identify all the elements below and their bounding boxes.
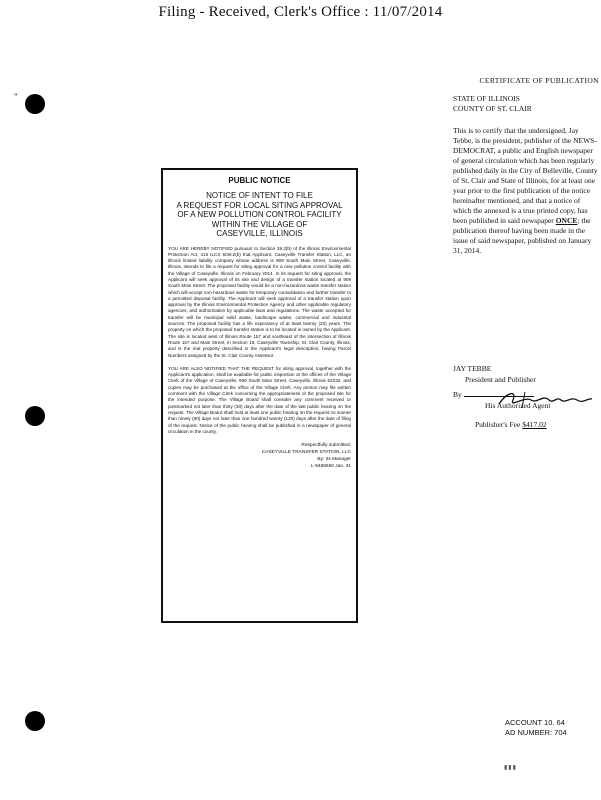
agent-name: JAY TEBBE	[453, 364, 492, 373]
filing-header: Filing - Received, Clerk's Office : 11/07/2014	[158, 4, 443, 20]
agent-by-label: By	[453, 390, 462, 399]
agent-role: President and Publisher	[465, 375, 536, 384]
certificate-of-publication	[453, 76, 599, 256]
certificate-state: STATE OF ILLINOIS	[453, 94, 520, 103]
page-stamp: ▮▮▮	[504, 765, 517, 771]
punch-hole-top	[25, 94, 45, 114]
notice-label: PUBLIC NOTICE	[228, 176, 291, 185]
notice-body	[168, 246, 351, 436]
notice-title-line: OF A NEW POLLUTION CONTROL FACILITY	[177, 210, 342, 219]
public-notice-clipping	[161, 168, 358, 623]
handwritten-signature	[495, 388, 595, 410]
account-number: ACCOUNT 10. 64	[505, 718, 565, 727]
margin-mark: "	[14, 92, 18, 102]
fee-value: $417.02	[522, 420, 547, 429]
notice-paragraph: YOU ARE HEREBY NOTIFIED pursuant to Section 39.2(b) of the Illinois Environmental Protection Act, 415 ILCS 5/39.2(b) that Applicant, Caseyville Transfer Station, LLC, an Illinois limited liability company whose address is 909 South Main Street, Caseyville, Illinois, intends to file a request for siting approval for a new pollution control facility with the Village of Caseyville, Illinois on February 2014. In its request for siting approval, the Applicant will seek approval of its site and design of a transfer station located at 909 South Main Street. The proposed facility would be a non-hazardous waste transfer station which will accept non-hazardous waste for temporary consolidation and further transfer to a permitted disposal facility. The Applicant will seek approval of a transfer station upon approval by the Illinois Environmental Protection Agency and other applicable regulatory agencies, and authorization by applicable laws and regulations. The waste accepted for transfer will be municipal solid waste, landscape waste, commercial and industrial sources. The proposed facility has a life expectancy of at least twenty (20) years. The property on which the proposed transfer station is to be located is owned by the Applicant. The site is located west of Illinois Route 157 and southeast of the intersection of Illinois Route 157 and Main Street, in Section 19, Caseyville Township, St. Clair County, Illinois, and is the real property described in the Applicant's legal description, having Parcel Numbers assigned by the St. Clair County Assessor.	[168, 245, 351, 358]
certificate-frequency: ONCE	[555, 216, 578, 225]
certificate-title: CERTIFICATE OF PUBLICATION	[479, 76, 599, 85]
notice-title-line: A REQUEST FOR LOCAL SITING APPROVAL	[176, 200, 343, 210]
notice-signature-line: Respectfully submitted,	[301, 443, 351, 449]
notice-title-line: NOTICE OF INTENT TO FILE	[206, 191, 313, 200]
agent-title: His Authorized Agent	[485, 401, 551, 410]
certificate-body	[453, 126, 599, 256]
fee-label: Publisher's Fee	[475, 420, 521, 429]
punch-hole-bottom	[25, 711, 45, 731]
notice-title	[168, 191, 351, 239]
account-block	[505, 718, 567, 738]
publishers-fee	[453, 419, 599, 430]
notice-signature-line: L-9466560 Jan. 31	[310, 464, 351, 470]
notice-signature-line: CASEYVILLE TRANSFER STATION, LLC	[261, 450, 351, 456]
notice-title-line: CASEYVILLE, ILLINOIS	[216, 229, 303, 238]
certificate-body-text: This is to certify that the undersigned, Jay Tebbe, is the president, publisher of the NEWS-DEMOCRAT, a public and English newspaper of general circulation which has been regularly published daily in the City of Belleville, County of St. Clair and State of Illinois, for at least one year prior to the first publication of the notice hereinafter mentioned, and that a notice of which the annexed is a true printed copy, has been published in said newspaper	[453, 126, 598, 225]
notice-paragraph: YOU ARE ALSO NOTIFIED THAT THE REQUEST for siting approval, together with the Applicant's application, shall be available for public inspection at the offices of the Village Clerk of the Village of Caseyville, 909 South Main Street, Caseyville, Illinois 62232, and copies may be purchased at the office of the Village Clerk. Any person may file written comment with the Village Clerk concerning the appropriateness of the proposed site for the intended purpose. The Village Board shall consider any comment received or postmarked not later than thirty (30) days after the date of the last public hearing on the request. The Village Board shall hold at least one public hearing on the request no sooner than ninety (90) days nor later than one hundred twenty (120) days after the date of filing of the request. Notice of the public hearing shall be published in a newspaper of general circulation in the county.	[168, 365, 351, 434]
notice-signature-line: By: Its Manager	[317, 457, 351, 463]
punch-hole-middle	[25, 406, 45, 426]
certificate-county: COUNTY OF ST. CLAIR	[453, 104, 532, 113]
notice-signature	[168, 442, 351, 470]
ad-number: AD NUMBER: 704	[505, 728, 567, 737]
certificate-body-text-end: ; the publication thereof having been made in the issue of said newspaper, published on January 31, 2014.	[453, 216, 592, 255]
notice-title-line: WITHIN THE VILLAGE OF	[211, 219, 308, 229]
